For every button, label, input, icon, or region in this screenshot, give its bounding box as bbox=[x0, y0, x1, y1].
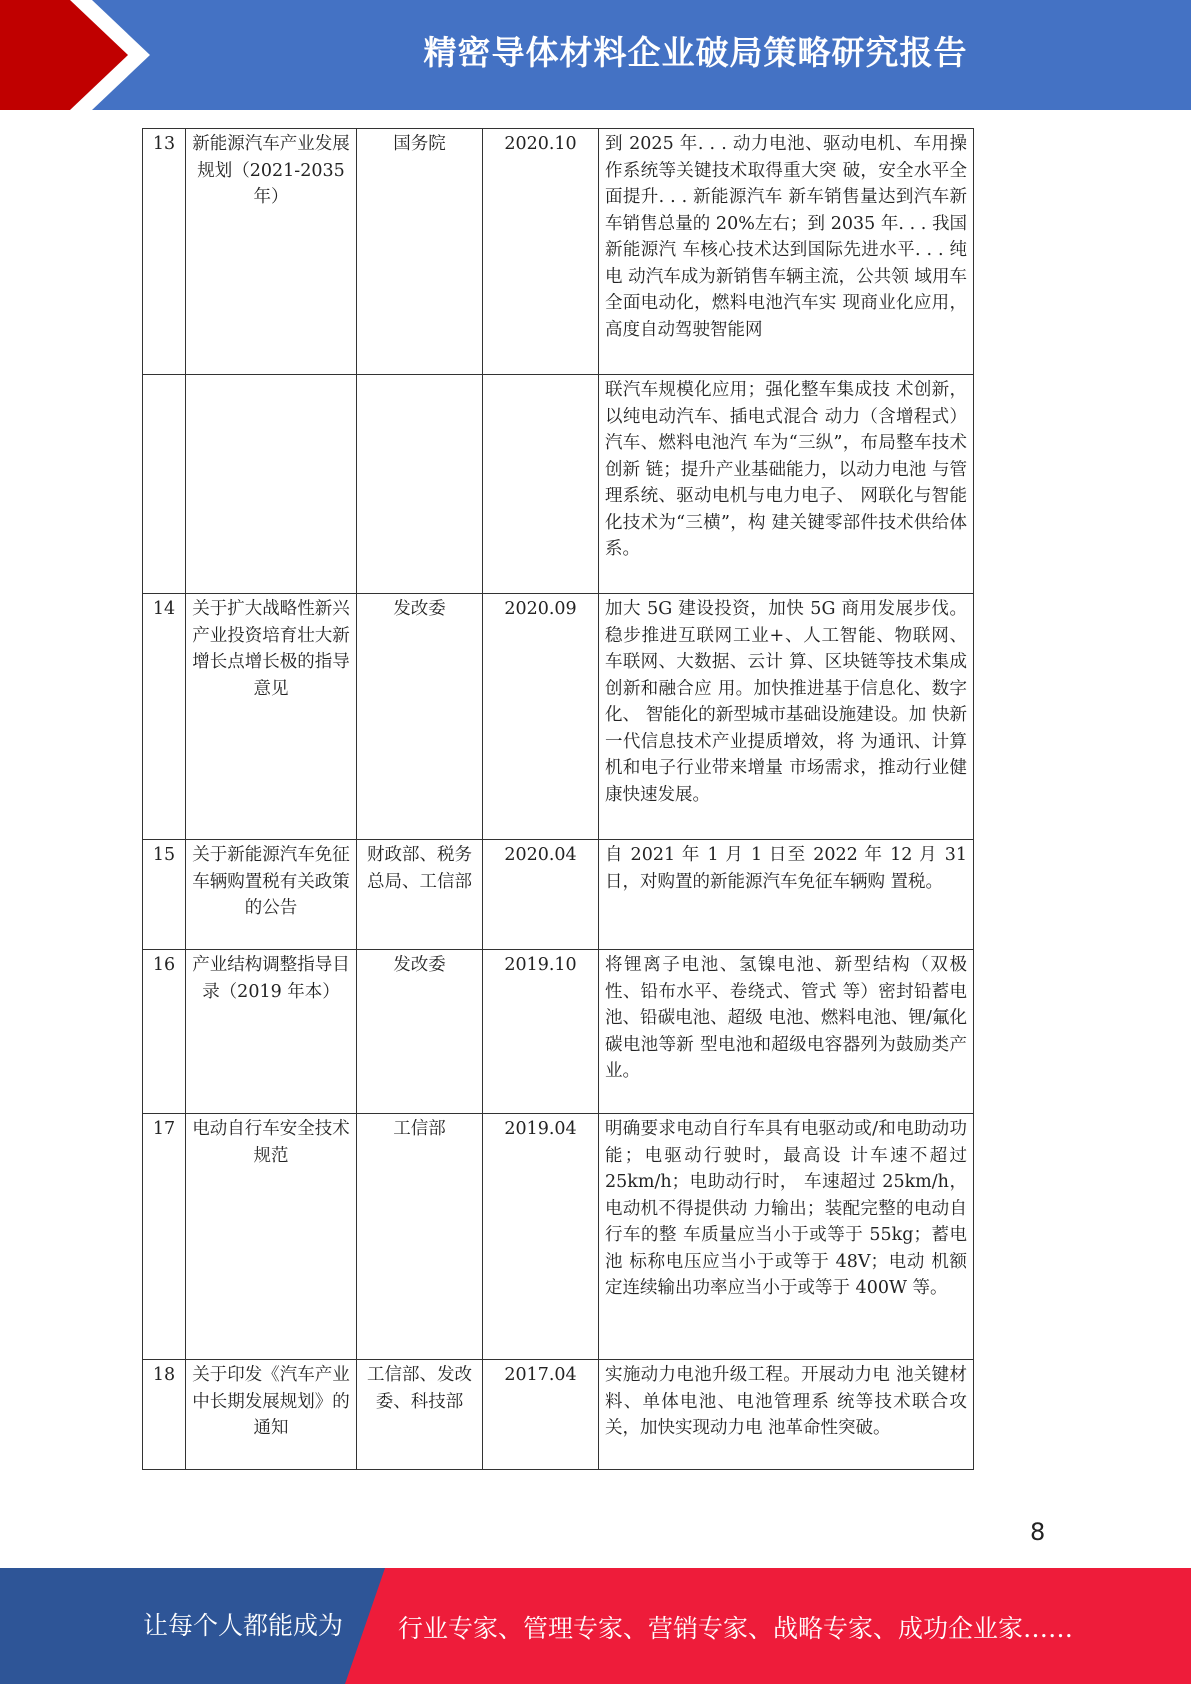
policy-name: 新能源汽车产业发展规划（2021-2035年） bbox=[186, 129, 357, 375]
policy-content: 将锂离子电池、氢镍电池、新型结构（双极性、铅布水平、卷绕式、管式 等）密封铅蓄电池、铅碳电池、超级 电池、燃料电池、锂/氟化碳电池等新 型电池和超级电容器列为鼓励类产 业。 bbox=[599, 950, 974, 1114]
issuing-body: 财政部、税务总局、工信部 bbox=[357, 840, 483, 950]
table-row bbox=[143, 1360, 974, 1470]
issue-date: 2019.04 bbox=[483, 1114, 599, 1360]
row-number bbox=[143, 375, 186, 594]
issuing-body: 国务院 bbox=[357, 129, 483, 375]
page-number: 8 bbox=[1030, 1518, 1046, 1546]
policy-table bbox=[142, 128, 974, 1470]
policy-name bbox=[186, 375, 357, 594]
table-row bbox=[143, 950, 974, 1114]
issue-date: 2020.09 bbox=[483, 594, 599, 840]
row-number: 16 bbox=[143, 950, 186, 1114]
row-number: 13 bbox=[143, 129, 186, 375]
issuing-body: 工信部 bbox=[357, 1114, 483, 1360]
policy-content: 到 2025 年. . . 动力电池、驱动电机、车用操作系统等关键技术取得重大突 破，安全水平全面提升. . . 新能源汽车 新车销售量达到汽车新车销售总量的 20%左右；到 2035 年. . . 我国新能源汽 车核心技术达到国际先进水平. . . 纯电 动汽车成为新销售车辆主流，公共领 域用车全面电动化，燃料电池汽车实 现商业化应用，高度自动驾驶智能网 bbox=[599, 129, 974, 375]
table-row bbox=[143, 375, 974, 594]
issue-date: 2017.04 bbox=[483, 1360, 599, 1470]
policy-name: 电动自行车安全技术规范 bbox=[186, 1114, 357, 1360]
issuing-body: 发改委 bbox=[357, 950, 483, 1114]
table-row bbox=[143, 594, 974, 840]
page-header bbox=[0, 0, 1191, 110]
row-number: 18 bbox=[143, 1360, 186, 1470]
policy-content: 自 2021 年 1 月 1 日至 2022 年 12 月 31 日，对购置的新能源汽车免征车辆购 置税。 bbox=[599, 840, 974, 950]
row-number: 17 bbox=[143, 1114, 186, 1360]
row-number: 14 bbox=[143, 594, 186, 840]
policy-content: 联汽车规模化应用；强化整车集成技 术创新，以纯电动汽车、插电式混合 动力（含增程式）汽车、燃料电池汽 车为“三纵”，布局整车技术创新 链；提升产业基础能力，以动力电池 与管理系统、驱动电机与电力电子、 网联化与智能化技术为“三横”，构 建关键零部件技术供给体系。 bbox=[599, 375, 974, 594]
issuing-body: 发改委 bbox=[357, 594, 483, 840]
header-arrow-decoration bbox=[0, 0, 160, 110]
table-row bbox=[143, 129, 974, 375]
policy-content: 实施动力电池升级工程。开展动力电 池关键材料、单体电池、电池管理系 统等技术联合攻关，加快实现动力电 池革命性突破。 bbox=[599, 1360, 974, 1470]
policy-name: 关于印发《汽车产业中长期发展规划》的通知 bbox=[186, 1360, 357, 1470]
policy-content: 加大 5G 建设投资，加快 5G 商用发展步伐。稳步推进互联网工业+、人工智能、物联网、车联网、大数据、云计 算、区块链等技术集成创新和融合应 用。加快推进基于信息化、数字化、 智能化的新型城市基础设施建设。加 快新一代信息技术产业提质增效，将 为通讯、计算机和电子行业带来增量 市场需求，推动行业健康快速发展。 bbox=[599, 594, 974, 840]
policy-name: 产业结构调整指导目录（2019 年本） bbox=[186, 950, 357, 1114]
policy-name: 关于扩大战略性新兴产业投资培育壮大新增长点增长极的指导意见 bbox=[186, 594, 357, 840]
issue-date: 2020.04 bbox=[483, 840, 599, 950]
policy-content: 明确要求电动自行车具有电驱动或/和电助动功能；电驱动行驶时，最高设 计车速不超过 25km/h；电助动行时， 车速超过 25km/h，电动机不得提供动 力输出；装配完整的电动自行车的整 车质量应当小于或等于 55kg；蓄电池 标称电压应当小于或等于 48V；电动 机额定连续输出功率应当小于或等于 400W 等。 bbox=[599, 1114, 974, 1360]
footer-slogan-right: 行业专家、管理专家、营销专家、战略专家、成功企业家…… bbox=[398, 1614, 1074, 1643]
issue-date: 2019.10 bbox=[483, 950, 599, 1114]
issue-date: 2020.10 bbox=[483, 129, 599, 375]
table-row bbox=[143, 1114, 974, 1360]
report-title: 精密导体材料企业破局策略研究报告 bbox=[423, 33, 968, 72]
page-footer bbox=[0, 1568, 1191, 1684]
row-number: 15 bbox=[143, 840, 186, 950]
issuing-body bbox=[357, 375, 483, 594]
issue-date bbox=[483, 375, 599, 594]
issuing-body: 工信部、发改委、科技部 bbox=[357, 1360, 483, 1470]
table-row bbox=[143, 840, 974, 950]
footer-slogan-left: 让每个人都能成为 bbox=[143, 1611, 344, 1640]
policy-name: 关于新能源汽车免征车辆购置税有关政策的公告 bbox=[186, 840, 357, 950]
